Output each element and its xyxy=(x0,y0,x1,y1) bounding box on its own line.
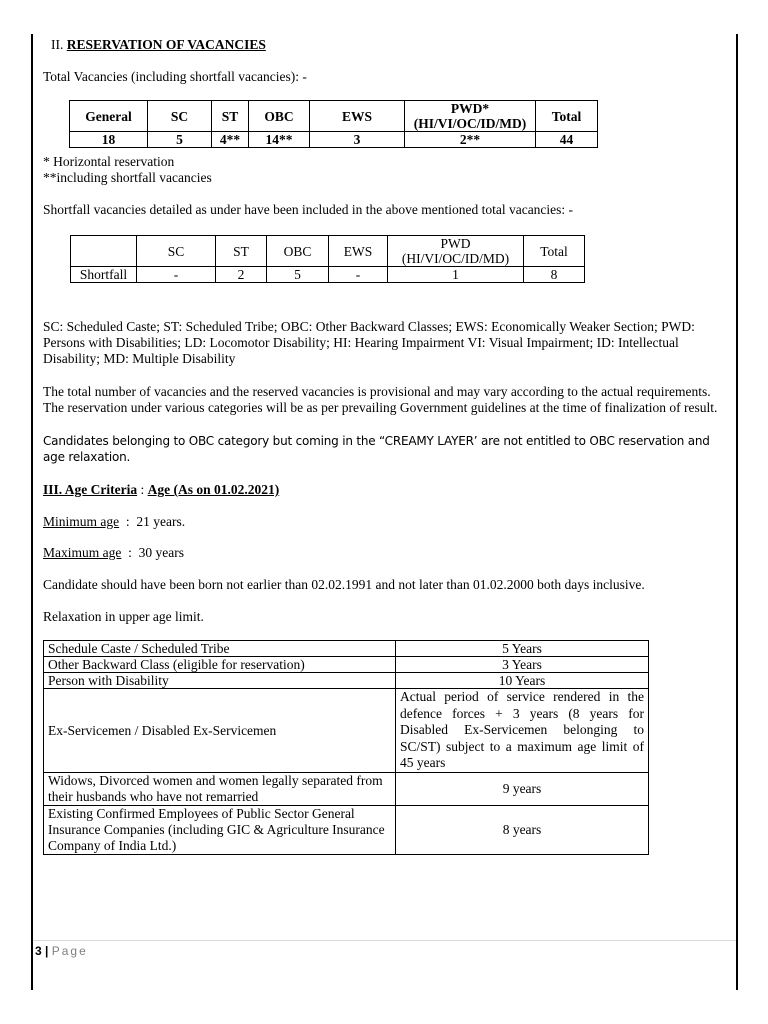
header-total: Total xyxy=(536,101,598,132)
abbreviations-paragraph: SC: Scheduled Caste; ST: Scheduled Tribe; OBC: Other Backward Classes; EWS: Economically Weaker Section; PWD: Persons with Disabilities; LD: Locomotor Disability; HI: Hearing Impairment VI: Visual Impairment; ID: Intellectual Disability; MD: Multiple Disability xyxy=(43,319,695,366)
age-as-on: Age (As on 01.02.2021) xyxy=(147,482,280,497)
relaxation-value: 5 Years xyxy=(396,641,649,657)
header-ews: EWS xyxy=(310,101,405,132)
value-obc: 14** xyxy=(249,132,310,148)
header-pwd xyxy=(405,101,536,132)
shortfall-value-obc: 5 xyxy=(267,267,329,283)
relaxation-value: 9 years xyxy=(396,772,649,805)
shortfall-header-row xyxy=(71,236,585,267)
header-pwd-label: PWD* xyxy=(450,101,490,116)
vacancy-table xyxy=(69,100,598,148)
relaxation-row xyxy=(44,673,649,689)
value-general: 18 xyxy=(70,132,148,148)
page-footer xyxy=(35,944,88,958)
maximum-age-value: : 30 years xyxy=(121,545,184,560)
shortfall-header-blank xyxy=(71,236,137,267)
shortfall-row-label: Shortfall xyxy=(71,267,137,283)
value-total: 44 xyxy=(536,132,598,148)
page-label: Page xyxy=(51,944,88,958)
shortfall-table xyxy=(70,235,585,283)
age-criteria-heading xyxy=(43,482,279,498)
maximum-age-label: Maximum age xyxy=(43,545,122,560)
shortfall-value-total: 8 xyxy=(524,267,585,283)
header-pwd-sub: (HI/VI/OC/ID/MD) xyxy=(413,116,527,131)
relaxation-table xyxy=(43,640,649,855)
relaxation-value: 3 Years xyxy=(396,657,649,673)
page-border-left xyxy=(31,34,33,990)
relaxation-row xyxy=(44,657,649,673)
relaxation-category: Person with Disability xyxy=(44,673,396,689)
relaxation-row xyxy=(44,805,649,854)
shortfall-value-st: 2 xyxy=(216,267,267,283)
section-heading xyxy=(51,36,266,54)
shortfall-intro: Shortfall vacancies detailed as under have been included in the above mentioned total vacancies: - xyxy=(43,202,574,217)
relaxation-row xyxy=(44,641,649,657)
page-border-right xyxy=(736,34,738,990)
maximum-age-line xyxy=(43,545,184,561)
shortfall-value-ews: - xyxy=(329,267,388,283)
relaxation-value: Actual period of service rendered in the defence forces + 3 years (8 years for Disabled Ex-Servicemen belonging to SC/ST) subject to a maximum age limit of 45 years xyxy=(396,689,649,773)
vacancy-value-row xyxy=(70,132,598,148)
header-obc: OBC xyxy=(249,101,310,132)
vacancy-header-row xyxy=(70,101,598,132)
footer-divider xyxy=(33,940,736,941)
relaxation-category: Widows, Divorced women and women legally separated from their husbands who have not remarried xyxy=(44,772,396,805)
relaxation-value: 8 years xyxy=(396,805,649,854)
header-st: ST xyxy=(212,101,249,132)
relaxation-category: Other Backward Class (eligible for reservation) xyxy=(44,657,396,673)
shortfall-header-total: Total xyxy=(524,236,585,267)
minimum-age-line xyxy=(43,514,185,530)
creamy-layer-paragraph: Candidates belonging to OBC category but coming in the “CREAMY LAYER’ are not entitled to OBC reservation and age relaxation. xyxy=(43,434,710,464)
note-horizontal: * Horizontal reservation xyxy=(43,154,175,169)
minimum-age-label: Minimum age xyxy=(43,514,120,529)
age-criteria-sep: : xyxy=(137,482,148,497)
shortfall-header-pwd-label: PWD xyxy=(440,236,471,251)
footer-separator: | xyxy=(45,944,49,958)
shortfall-value-row xyxy=(71,267,585,283)
relaxation-row xyxy=(44,772,649,805)
born-dates-line: Candidate should have been born not earlier than 02.02.1991 and not later than 01.02.2000 both days inclusive. xyxy=(43,577,645,592)
provisional-paragraph: The total number of vacancies and the reserved vacancies is provisional and may vary according to the actual requirements. The reservation under various categories will be as per prevailing Government guidelines at the time of finalization of result. xyxy=(43,384,718,415)
shortfall-header-ews: EWS xyxy=(329,236,388,267)
shortfall-value-sc: - xyxy=(137,267,216,283)
relaxation-category: Schedule Caste / Scheduled Tribe xyxy=(44,641,396,657)
shortfall-header-obc: OBC xyxy=(267,236,329,267)
section-title: RESERVATION OF VACANCIES xyxy=(66,37,266,52)
shortfall-header-pwd-sub: (HI/VI/OC/ID/MD) xyxy=(401,251,510,266)
header-sc: SC xyxy=(148,101,212,132)
value-sc: 5 xyxy=(148,132,212,148)
age-criteria-title: III. Age Criteria xyxy=(43,482,138,497)
section-numeral: II. xyxy=(51,37,64,52)
value-ews: 3 xyxy=(310,132,405,148)
shortfall-value-pwd: 1 xyxy=(388,267,524,283)
value-st: 4** xyxy=(212,132,249,148)
shortfall-header-sc: SC xyxy=(137,236,216,267)
minimum-age-value: : 21 years. xyxy=(119,514,186,529)
relaxation-category: Existing Confirmed Employees of Public Sector General Insurance Companies (including GIC & Agriculture Insurance Company of India Ltd.) xyxy=(44,805,396,854)
note-shortfall: **including shortfall vacancies xyxy=(43,170,212,185)
value-pwd: 2** xyxy=(405,132,536,148)
shortfall-header-st: ST xyxy=(216,236,267,267)
total-vacancies-line: Total Vacancies (including shortfall vacancies): - xyxy=(43,69,307,84)
relaxation-category: Ex-Servicemen / Disabled Ex-Servicemen xyxy=(44,689,396,773)
header-general: General xyxy=(70,101,148,132)
page-number: 3 xyxy=(35,944,42,958)
shortfall-header-pwd xyxy=(388,236,524,267)
relaxation-value: 10 Years xyxy=(396,673,649,689)
relaxation-row xyxy=(44,689,649,773)
relaxation-title: Relaxation in upper age limit. xyxy=(43,609,204,624)
